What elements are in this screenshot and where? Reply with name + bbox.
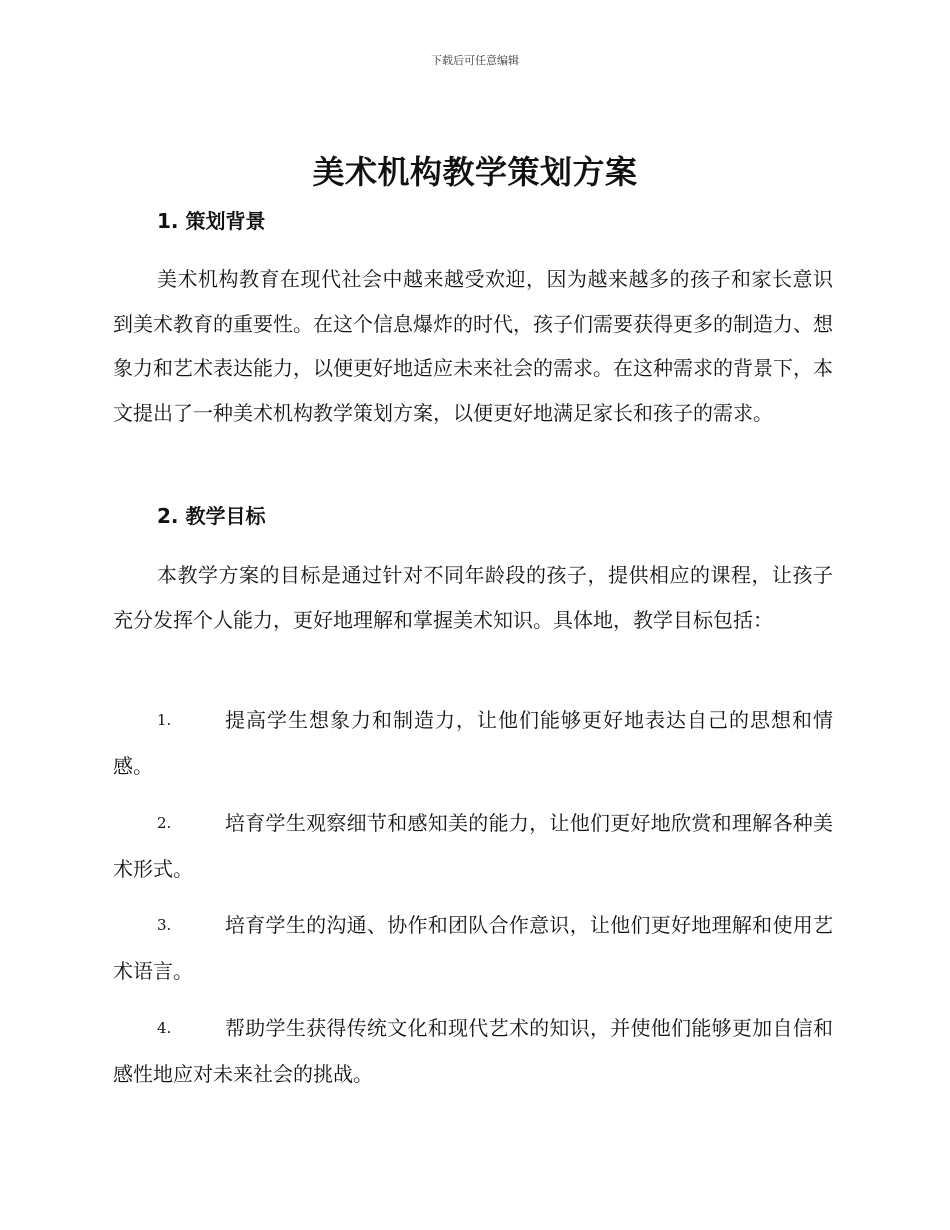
goal-text: 培育学生的沟通、协作和团队合作意识，让他们更好地理解和使用艺术语言。 — [113, 913, 833, 983]
goal-item — [113, 902, 833, 994]
background-paragraph: 美术机构教育在现代社会中越来越受欢迎，因为越来越多的孩子和家长意识到美术教育的重要性。在这个信息爆炸的时代，孩子们需要获得更多的制造力、想象力和艺术表达能力，以便更好地适应未来社会的需求。在这种需求的背景下，本文提出了一种美术机构教学策划方案，以便更好地满足家长和孩子的需求。 — [113, 267, 833, 425]
goal-text: 培育学生观察细节和感知美的能力，让他们更好地欣赏和理解各种美术形式。 — [113, 811, 833, 881]
goal-text: 提高学生想象力和制造力，让他们能够更好地表达自己的思想和情感。 — [113, 708, 833, 778]
goal-number: 3. — [157, 916, 172, 934]
goal-item — [113, 800, 833, 892]
goal-number: 1. — [157, 711, 172, 729]
goals-intro-paragraph: 本教学方案的目标是通过针对不同年龄段的孩子，提供相应的课程，让孩子充分发挥个人能力，更好地理解和掌握美术知识。具体地，教学目标包括： — [113, 563, 833, 632]
section-heading-background: 1. 策划背景 — [157, 209, 266, 233]
document-title: 美术机构教学策划方案 — [312, 153, 638, 191]
goal-text: 帮助学生获得传统文化和现代艺术的知识，并使他们能够更加自信和感性地应对未来社会的挑战。 — [113, 1016, 833, 1086]
page-header: 下载后可任意编辑 — [431, 54, 519, 67]
section-heading-goals: 2. 教学目标 — [157, 504, 266, 528]
goal-number: 2. — [157, 814, 172, 832]
goal-item — [113, 697, 833, 789]
goal-item — [113, 1005, 833, 1097]
goal-number: 4. — [157, 1019, 172, 1037]
